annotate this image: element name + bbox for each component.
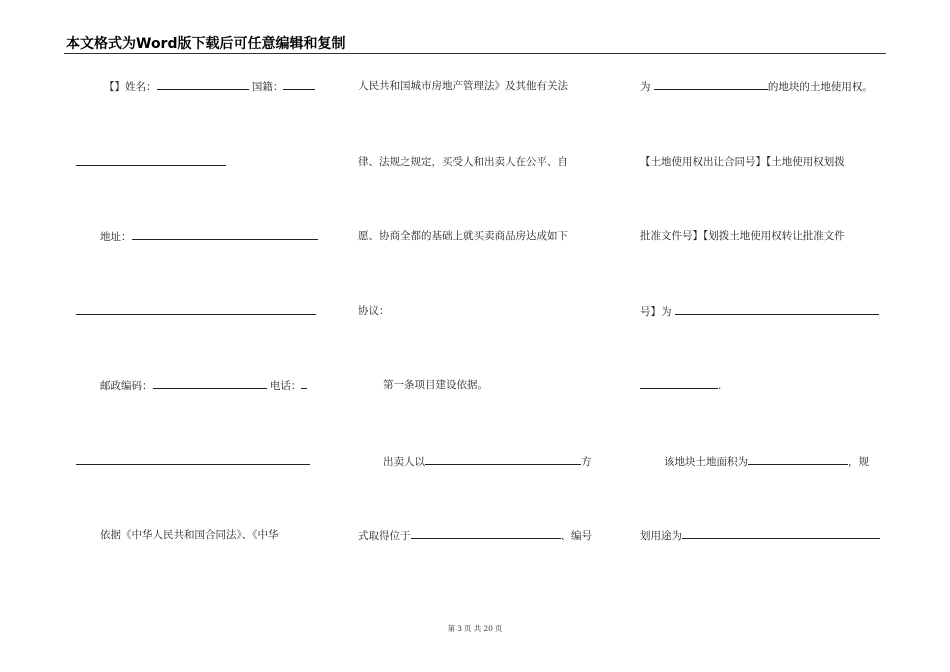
contract-number-line-1: 【土地使用权出让合同号】【土地使用权划拨 [640, 156, 845, 168]
address-line [100, 229, 346, 244]
purpose-blank [682, 528, 880, 539]
name-label: 【】姓名： [104, 81, 157, 93]
phone-label: 电话： [269, 380, 302, 392]
wei-text: 为 [640, 81, 651, 93]
name-blank [157, 79, 249, 90]
phone-continuation-line [76, 454, 322, 469]
continuation-line [76, 155, 322, 170]
land-right-text: 的地块的土地使用权。 [767, 81, 873, 93]
article-1-heading: 第一条项目建设依据。 [383, 379, 488, 391]
page-footer [0, 623, 950, 634]
header-title: 本文格式为Word版下载后可任意编辑和复制 [66, 36, 346, 52]
seller-line [383, 454, 629, 469]
land-right-line [640, 79, 886, 94]
nationality-blank [283, 79, 315, 90]
law-line-1: 人民共和国城市房地产管理法》及其他有关法 [358, 80, 568, 92]
address-label: 地址： [100, 231, 132, 243]
footer-suffix: 页 [494, 624, 503, 633]
basis-line: 依据《中华人民共和国合同法》、《中华 [100, 529, 279, 541]
contract-number-blank [675, 304, 879, 315]
current-page-number: 3 [457, 624, 462, 633]
name-line [104, 79, 350, 94]
method-label: 式取得位于 [358, 530, 411, 542]
law-line-4: 协议： [358, 305, 390, 317]
law-line-2: 律、法规之规定，买受人和出卖人在公平、自 [358, 156, 568, 168]
phone-continuation-blank [76, 454, 310, 465]
contract-continuation-blank [640, 378, 718, 389]
number-blank [654, 79, 768, 90]
address-continuation-blank [76, 304, 316, 315]
seller-blank [425, 454, 581, 465]
footer-prefix: 第 [447, 624, 456, 633]
land-area-line [664, 454, 910, 469]
method-line [358, 528, 604, 543]
area-blank [748, 454, 848, 465]
continuation-blank [76, 155, 226, 166]
postal-blank [153, 378, 267, 389]
nationality-label: 国籍： [251, 81, 284, 93]
address-continuation-line [76, 304, 322, 319]
contract-number-line-2: 批准文件号】【划拨土地使用权转让批准文件 [640, 230, 845, 242]
total-page-number: 20 [483, 624, 493, 633]
footer-mid: 页 共 [463, 624, 482, 633]
contract-number-line-3 [640, 304, 886, 319]
fang-text: 方 [581, 456, 592, 468]
postal-line [100, 378, 346, 393]
header-divider [64, 53, 886, 54]
postal-label: 邮政编码： [100, 380, 153, 392]
period-text: . [718, 380, 722, 392]
purpose-label: 划用途为 [640, 530, 682, 542]
purpose-line [640, 528, 886, 543]
area-label: 该地块土地面积为 [664, 456, 748, 468]
address-blank [132, 229, 318, 240]
phone-blank [301, 378, 307, 389]
contract-number-continuation [640, 378, 886, 393]
seller-label: 出卖人以 [383, 456, 425, 468]
law-line-3: 愿、协商全都的基础上就买卖商品房达成如下 [358, 230, 568, 242]
number-text: 、编号 [560, 530, 592, 542]
area-suffix: ，规 [848, 456, 869, 468]
hao-wei-text: 号】为 [640, 306, 672, 318]
location-blank [411, 528, 561, 539]
